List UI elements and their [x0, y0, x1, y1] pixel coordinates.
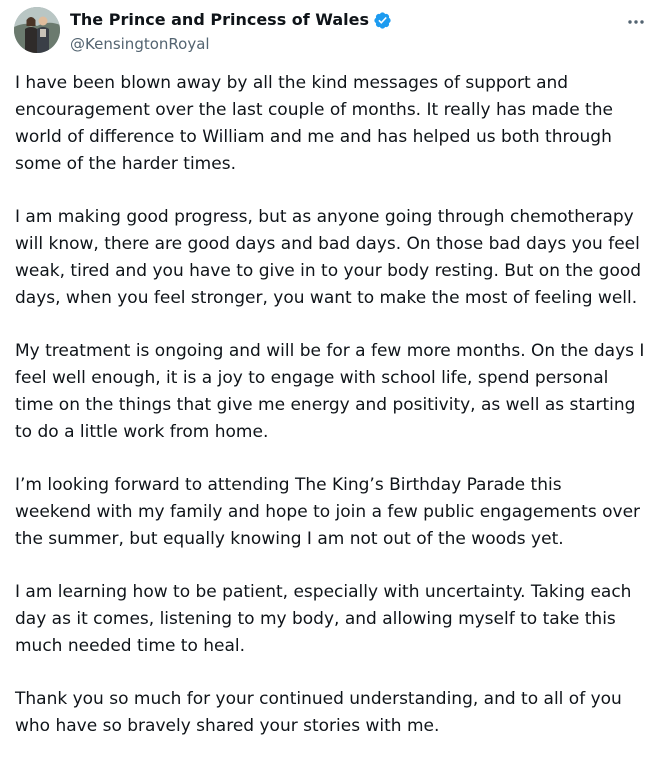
text-line: feel well enough, it is a joy to engage with school life, spend personal [15, 368, 609, 388]
post-paragraph [15, 579, 655, 660]
verified-badge-icon[interactable] [373, 11, 392, 30]
text-line: weak, tired and you have to give in to your body resting. But on the good [15, 261, 642, 281]
text-line: encouragement over the last couple of months. It really has made the [15, 100, 613, 120]
text-line: I have been blown away by all the kind messages of support and [15, 73, 569, 93]
more-options-icon [626, 12, 646, 32]
more-options-button[interactable] [624, 10, 648, 34]
text-line: days, when you feel stronger, you want to make the most of feeling well. [15, 288, 638, 308]
user-handle[interactable]: @KensingtonRoyal [70, 35, 210, 53]
text-line: time on the things that give me energy and positivity, as well as starting [15, 395, 636, 415]
text-line: who have so bravely shared your stories with me. [15, 716, 440, 736]
text-line: much needed time to heal. [15, 636, 246, 656]
post-paragraph [15, 686, 655, 740]
text-line: I’m looking forward to attending The King’s Birthday Parade this [15, 475, 562, 495]
post-paragraph [15, 472, 655, 553]
name-row [70, 9, 606, 31]
post-header [70, 9, 606, 54]
post-text [15, 70, 655, 766]
text-line: My treatment is ongoing and will be for a few more months. On the days I [15, 341, 645, 361]
post-paragraph [15, 70, 655, 178]
avatar[interactable] [14, 7, 60, 53]
post-paragraph [15, 204, 655, 312]
text-line: some of the harder times. [15, 154, 236, 174]
text-line: to do a little work from home. [15, 422, 269, 442]
text-line: will know, there are good days and bad days. On those bad days you feel [15, 234, 640, 254]
profile-photo [14, 7, 60, 53]
display-name[interactable]: The Prince and Princess of Wales [70, 10, 370, 29]
text-line: day as it comes, listening to my body, and allowing myself to take this [15, 609, 616, 629]
text-line: Thank you so much for your continued understanding, and to all of you [15, 689, 622, 709]
post-paragraph [15, 338, 655, 446]
text-line: I am learning how to be patient, especially with uncertainty. Taking each [15, 582, 632, 602]
text-line: world of difference to William and me and has helped us both through [15, 127, 612, 147]
text-line: the summer, but equally knowing I am not out of the woods yet. [15, 529, 564, 549]
text-line: weekend with my family and hope to join a few public engagements over [15, 502, 641, 522]
text-line: I am making good progress, but as anyone going through chemotherapy [15, 207, 634, 227]
